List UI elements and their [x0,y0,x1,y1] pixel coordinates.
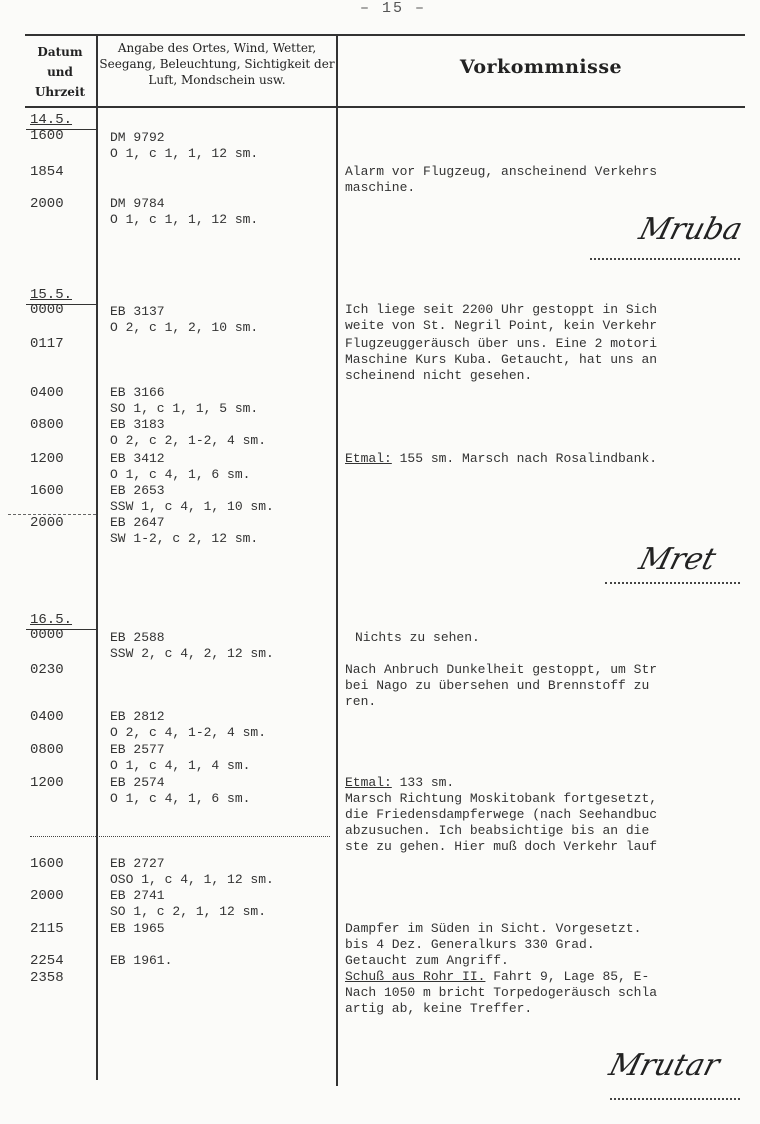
place-cell: EB 1961. [110,953,173,968]
place-cell: EB 2647 [110,515,165,530]
table-top-rule [25,34,745,36]
column-divider-1 [96,36,98,1080]
place-cell: EB 2588 [110,630,165,645]
time-cell: 2000 [30,196,64,212]
time-cell: 1600 [30,483,64,499]
date-label: 16.5. [30,612,73,628]
signature: Mruba [635,212,747,247]
signature-dotted-line [590,258,740,260]
place-cell: EB 2577 [110,742,165,757]
date-label: 15.5. [30,287,73,303]
place-cell: DM 9784 [110,196,165,211]
event-label: Etmal: [345,775,392,790]
event-cell [345,969,743,1017]
date-label: 14.5. [30,112,73,128]
time-cell: 0000 [30,627,64,643]
place-cell: DM 9792 [110,130,165,145]
event-cell: Dampfer im Süden in Sicht. Vorgesetzt. bis 4 Dez. Generalkurs 330 Grad. [345,921,642,952]
time-cell: 2000 [30,515,64,531]
weather-cell: O 2, c 1, 2, 10 sm. [110,320,259,335]
header-date-time: Datum und Uhrzeit [34,45,86,99]
time-cell: 1200 [30,775,64,791]
time-cell: 2115 [30,921,64,937]
event-cell: Getaucht zum Angriff. [345,953,509,968]
signature: Mret [635,542,720,577]
place-cell: EB 3166 [110,385,165,400]
event-cell: Alarm vor Flugzeug, anscheinend Verkehrs maschine. [345,164,658,195]
weather-cell: SO 1, c 1, 1, 5 sm. [110,401,259,416]
weather-cell: SSW 2, c 4, 2, 12 sm. [110,646,274,661]
signature-dotted-line [610,1098,740,1100]
place-cell: EB 1965 [110,921,165,936]
event-cell [345,451,743,467]
event-label: Schuß aus Rohr II. [345,969,486,984]
place-cell: EB 2727 [110,856,165,871]
place-cell: EB 3183 [110,417,165,432]
time-cell: 0000 [30,302,64,318]
time-cell: 0800 [30,742,64,758]
event-text: Fahrt 9, Lage 85, E- Nach 1050 m bricht Torpedogeräusch schla artig ab, keine Treffer. [345,969,658,1016]
time-cell: 0400 [30,709,64,725]
time-cell: 0117 [30,336,64,352]
header-bottom-rule [25,106,745,108]
signature-dotted-line [605,582,740,584]
event-cell: Flugzeuggeräusch über uns. Eine 2 motori Maschine Kurs Kuba. Getaucht, hat uns an scheinend nicht gesehen. [345,336,658,383]
event-cell: Nach Anbruch Dunkelheit gestoppt, um Str bei Nago zu übersehen und Brennstoff zu ren. [345,662,658,709]
header-events: Vorkommnisse [459,56,623,78]
weather-cell: O 1, c 4, 1, 6 sm. [110,791,251,806]
event-text: 133 sm. Marsch Richtung Moskitobank fortgesetzt, die Friedensdampferwege (nach Seehandbuc abzusuchen. Ich beabsichtige bis an die ste zu gehen. Hier muß doch Verkehr lauf [345,775,658,854]
time-cell: 2000 [30,888,64,904]
place-cell: EB 3137 [110,304,165,319]
place-cell: EB 2653 [110,483,165,498]
time-cell: 1200 [30,451,64,467]
event-label: Etmal: [345,451,392,466]
weather-cell: O 1, c 4, 1, 4 sm. [110,758,251,773]
time-cell: 1600 [30,856,64,872]
time-cell: 0230 [30,662,64,678]
time-cell: 2254 [30,953,64,969]
header-location-weather: Angabe des Ortes, Wind, Wetter, Seegang, Beleuchtung, Sichtigkeit der Luft, Mondschein usw. [99,41,335,87]
weather-cell: OSO 1, c 4, 1, 12 sm. [110,872,274,887]
column-divider-2 [336,36,338,1086]
time-cell: 1854 [30,164,64,180]
place-cell: EB 2741 [110,888,165,903]
weather-cell: SSW 1, c 4, 1, 10 sm. [110,499,274,514]
event-text: 155 sm. Marsch nach Rosalindbank. [391,451,658,466]
weather-cell: SW 1-2, c 2, 12 sm. [110,531,259,546]
page-number: – 15 – [360,0,427,17]
weather-cell: O 1, c 4, 1, 6 sm. [110,467,251,482]
signature: Mrutar [605,1048,724,1083]
time-cell: 2358 [30,970,64,986]
weather-cell: SO 1, c 2, 1, 12 sm. [110,904,267,919]
place-cell: EB 2574 [110,775,165,790]
event-cell [345,775,743,855]
section-dotted-line [30,836,330,837]
time-cell: 0400 [30,385,64,401]
time-cell: 0800 [30,417,64,433]
weather-cell: O 2, c 4, 1-2, 4 sm. [110,725,267,740]
weather-cell: O 1, c 1, 1, 12 sm. [110,146,259,161]
place-cell: EB 3412 [110,451,165,466]
place-cell: EB 2812 [110,709,165,724]
weather-cell: O 2, c 2, 1-2, 4 sm. [110,433,267,448]
event-cell: Nichts zu sehen. [355,630,480,645]
weather-cell: O 1, c 1, 1, 12 sm. [110,212,259,227]
event-cell: Ich liege seit 2200 Uhr gestoppt in Sich weite von St. Negril Point, kein Verkehr [345,302,658,333]
time-cell: 1600 [30,128,64,144]
